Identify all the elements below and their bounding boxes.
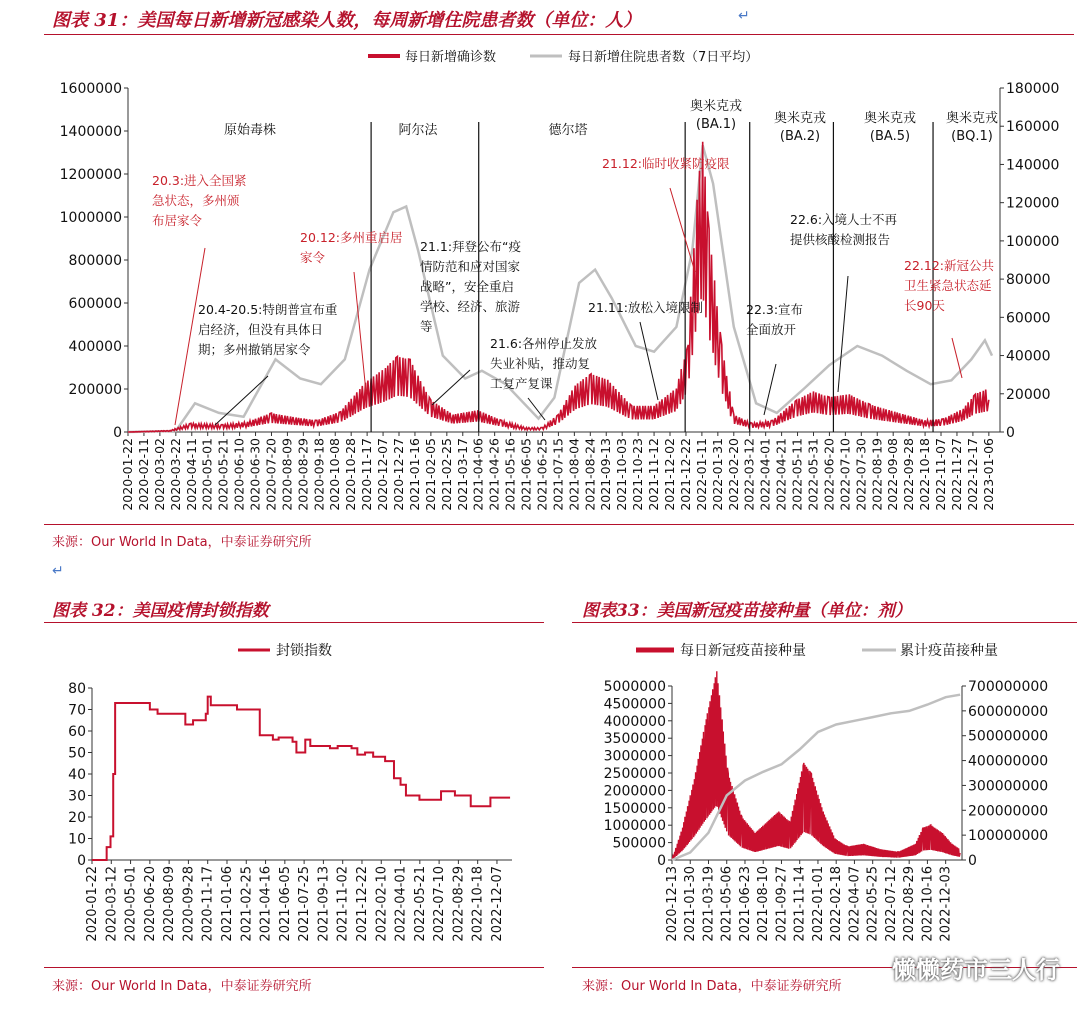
fig32-x-tick-label: 2022-07-10 bbox=[432, 866, 448, 942]
fig31-annotation-text: 21.12:临时收紧防疫限 bbox=[602, 156, 730, 171]
fig31-x-tick-label: 2021-04-06 bbox=[470, 438, 486, 511]
fig33-x-tick-label: 2021-05-06 bbox=[719, 866, 735, 942]
fig33-series-daily-vaccinations bbox=[672, 671, 960, 860]
fig31-y2-tick-label: 60000 bbox=[1006, 310, 1051, 327]
fig32-source: 来源：Our World In Data，中泰证券研究所 bbox=[52, 979, 312, 994]
fig33-x-tick-label: 2021-11-14 bbox=[792, 866, 808, 942]
fig32-legend-label: 封锁指数 bbox=[276, 643, 332, 659]
fig31-x-tick-label: 2020-05-21 bbox=[215, 438, 231, 511]
fig33-y2-tick-label: 100000000 bbox=[968, 828, 1049, 845]
fig31-annotation-text: 全面放开 bbox=[746, 322, 797, 337]
fig31-x-tick-label: 2022-05-11 bbox=[789, 438, 805, 511]
fig31-x-tick-label: 2020-10-08 bbox=[327, 438, 343, 511]
fig31-annotation-text: 21.11:放松入境限制 bbox=[588, 300, 703, 315]
fig31-annotation-text: 22.3:宣布 bbox=[746, 302, 804, 317]
fig32-x-tick-label: 2022-04-01 bbox=[393, 866, 409, 942]
fig33-y-tick-label: 2500000 bbox=[603, 766, 666, 782]
fig31-annotation-text: 21.6:各州停止发放 bbox=[490, 336, 598, 351]
fig33-x-tick-label: 2022-10-16 bbox=[920, 866, 936, 942]
fig31-annotation-text: 启经济，但没有具体日 bbox=[198, 322, 324, 337]
fig31-x-tick-label: 2021-08-04 bbox=[566, 438, 582, 511]
fig31-annotation-text: 22.6:入境人士不再 bbox=[790, 212, 898, 227]
fig32-x-tick-label: 2022-10-18 bbox=[470, 866, 486, 942]
fig31-y2-tick-label: 20000 bbox=[1006, 386, 1051, 403]
fig33-y2-tick-label: 400000000 bbox=[968, 753, 1049, 770]
fig31-annotation-text: 家令 bbox=[300, 250, 326, 265]
fig31-x-tick-label: 2022-08-19 bbox=[869, 438, 885, 511]
fig31-legend-label-daily: 每日新增确诊数 bbox=[405, 50, 497, 65]
fig31-x-tick-label: 2020-07-20 bbox=[263, 438, 279, 511]
fig31-legend-label-hosp: 每日新增住院患者数（7日平均） bbox=[568, 50, 759, 65]
fig32-x-tick-label: 2021-04-16 bbox=[258, 866, 274, 942]
fig31-x-tick-label: 2022-11-07 bbox=[933, 438, 949, 511]
paragraph-mark: ↵ bbox=[52, 563, 64, 579]
fig31-annotation-text: 卫生紧急状态延 bbox=[904, 278, 992, 293]
fig31-x-tick-label: 2021-02-25 bbox=[438, 437, 454, 511]
fig31-x-tick-label: 2020-04-11 bbox=[183, 438, 199, 511]
fig33-legend-label-daily: 每日新冠疫苗接种量 bbox=[680, 643, 806, 659]
fig33-legend-label-cum: 累计疫苗接种量 bbox=[900, 643, 998, 659]
fig33-x-tick-label: 2022-01-01 bbox=[810, 866, 826, 942]
fig32-y-tick-label: 80 bbox=[68, 681, 86, 697]
fig31-x-tick-label: 2022-03-12 bbox=[741, 438, 757, 511]
fig31-x-tick-label: 2021-10-03 bbox=[614, 438, 630, 511]
fig31-annotation-text: 21.1:拜登公布“疫 bbox=[420, 239, 522, 254]
fig33-x-tick-label: 2022-12-03 bbox=[938, 866, 954, 942]
fig33-y-tick-label: 5000000 bbox=[603, 679, 666, 695]
fig31-y-tick-label: 800000 bbox=[68, 253, 122, 269]
fig33-y-tick-label: 500000 bbox=[612, 835, 666, 852]
fig31-y-tick-label: 1000000 bbox=[59, 210, 122, 226]
fig31-phase-sublabel: (BA.2) bbox=[779, 129, 821, 144]
fig32-y-tick-label: 40 bbox=[68, 767, 86, 783]
fig33-x-tick-label: 2022-05-25 bbox=[865, 866, 881, 942]
fig33-y2-tick-label: 700000000 bbox=[968, 679, 1049, 695]
fig32-x-tick-label: 2020-05-01 bbox=[123, 866, 139, 942]
fig31-annotation-text: 20.4-20.5:特朗普宣布重 bbox=[198, 302, 338, 317]
fig32-x-tick-label: 2022-12-07 bbox=[489, 866, 505, 942]
fig31-annotation-text: 长90天 bbox=[904, 298, 945, 313]
fig31-x-tick-label: 2021-04-26 bbox=[486, 438, 502, 511]
fig33-y-tick-label: 3500000 bbox=[603, 731, 666, 748]
fig31-y2-tick-label: 140000 bbox=[1006, 157, 1060, 174]
watermark: 懒懒药市三人行 bbox=[892, 956, 1060, 984]
fig31-phase-label: 德尔塔 bbox=[548, 123, 588, 138]
fig31-phase-sublabel: (BA.5) bbox=[869, 129, 911, 144]
fig33-y-tick-label: 3000000 bbox=[603, 748, 666, 765]
fig31-x-tick-label: 2020-06-10 bbox=[231, 438, 247, 511]
fig33-x-tick-label: 2022-02-18 bbox=[829, 866, 845, 942]
fig32-x-tick-label: 2020-06-20 bbox=[142, 866, 158, 942]
fig31-annotation-text: 提供核酸检测报告 bbox=[790, 232, 891, 247]
fig31-y-tick-label: 200000 bbox=[68, 382, 122, 398]
fig33-x-tick-label: 2021-06-23 bbox=[737, 866, 753, 942]
fig32-x-tick-label: 2021-06-05 bbox=[277, 866, 293, 942]
fig31-annotation-text: 20.3:进入全国紧 bbox=[152, 173, 247, 188]
fig31-x-tick-label: 2020-03-22 bbox=[167, 438, 183, 511]
fig31-x-tick-label: 2022-05-31 bbox=[805, 438, 821, 511]
fig31-x-tick-label: 2022-12-17 bbox=[964, 437, 980, 511]
fig31-x-tick-label: 2020-12-27 bbox=[391, 438, 407, 511]
fig33-y-tick-label: 2000000 bbox=[603, 783, 666, 800]
fig31-phase-label: 原始毒株 bbox=[223, 123, 277, 138]
fig31-phase-label: 奥米克戎 bbox=[689, 99, 743, 114]
fig31-x-tick-label: 2020-12-07 bbox=[375, 438, 391, 511]
fig31-annotation-text: 布居家令 bbox=[152, 213, 203, 228]
fig33-x-tick-label: 2021-01-30 bbox=[683, 866, 699, 942]
fig31-x-tick-label: 2021-06-05 bbox=[518, 438, 534, 511]
fig32-x-tick-label: 2021-11-02 bbox=[335, 866, 351, 942]
fig31-annotation-text: 22.12:新冠公共 bbox=[904, 258, 994, 273]
fig31-x-tick-label: 2020-09-18 bbox=[311, 438, 327, 511]
fig33-y-tick-label: 1500000 bbox=[603, 800, 666, 817]
fig31-annotation-text: 工复产复课 bbox=[490, 376, 553, 391]
fig32-x-tick-label: 2020-09-28 bbox=[181, 866, 197, 942]
fig31-phase-sublabel: (BQ.1) bbox=[951, 129, 993, 144]
fig31-annotation-text: 学校、经济、旅游 bbox=[420, 299, 521, 314]
fig31-x-tick-label: 2020-08-29 bbox=[295, 438, 311, 511]
fig31-x-tick-label: 2020-02-11 bbox=[135, 438, 151, 511]
fig31-x-tick-label: 2021-09-13 bbox=[598, 438, 614, 511]
fig32-y-tick-label: 50 bbox=[68, 745, 86, 762]
fig33-x-tick-label: 2021-09-27 bbox=[774, 866, 790, 942]
fig31-x-tick-label: 2022-11-27 bbox=[948, 438, 964, 511]
fig31-x-tick-label: 2020-01-22 bbox=[120, 438, 135, 511]
fig33-x-tick-label: 2021-08-10 bbox=[756, 866, 772, 942]
fig32-y-tick-label: 30 bbox=[68, 788, 86, 805]
fig31-x-tick-label: 2021-07-15 bbox=[550, 438, 566, 511]
fig32-y-tick-label: 60 bbox=[68, 724, 86, 740]
fig31-x-tick-label: 2020-06-30 bbox=[247, 438, 263, 511]
fig31-y2-tick-label: 80000 bbox=[1006, 272, 1051, 289]
fig31-y2-tick-label: 160000 bbox=[1006, 119, 1060, 136]
fig31-x-tick-label: 2022-02-20 bbox=[725, 438, 741, 511]
fig33-y2-tick-label: 200000000 bbox=[968, 803, 1049, 820]
fig33-x-tick-label: 2020-12-13 bbox=[665, 866, 680, 942]
fig31-annotation-text: 失业补贴，推动复 bbox=[490, 356, 591, 371]
fig32-x-tick-label: 2021-12-22 bbox=[354, 866, 370, 942]
fig31-y2-tick-label: 180000 bbox=[1006, 81, 1060, 97]
fig31-y-tick-label: 600000 bbox=[68, 296, 122, 312]
fig32-y-tick-label: 20 bbox=[68, 810, 86, 826]
fig31-x-tick-label: 2022-01-31 bbox=[709, 438, 725, 511]
fig32-x-tick-label: 2021-07-25 bbox=[297, 866, 313, 942]
fig31-x-tick-label: 2022-09-08 bbox=[885, 438, 901, 511]
fig31-x-tick-label: 2022-04-21 bbox=[773, 438, 789, 511]
fig33-x-tick-label: 2021-03-19 bbox=[701, 866, 717, 942]
fig31-y2-tick-label: 100000 bbox=[1006, 233, 1060, 250]
fig31-x-tick-label: 2020-05-01 bbox=[199, 438, 215, 511]
fig33-x-tick-label: 2022-07-12 bbox=[883, 866, 899, 942]
fig33-y2-tick-label: 300000000 bbox=[968, 778, 1049, 795]
fig31-x-tick-label: 2021-08-24 bbox=[582, 438, 598, 511]
fig32-x-tick-label: 2020-03-12 bbox=[104, 866, 120, 942]
fig31-title: 图表 31：美国每日新增新冠感染人数，每周新增住院患者数（单位：人） bbox=[52, 10, 642, 31]
fig32-x-tick-label: 2021-02-25 bbox=[239, 866, 255, 942]
fig31-y-tick-label: 400000 bbox=[68, 339, 122, 355]
fig33-y2-tick-label: 500000000 bbox=[968, 728, 1049, 745]
fig31-y2-tick-label: 40000 bbox=[1006, 348, 1051, 365]
fig32-y-tick-label: 10 bbox=[68, 831, 86, 848]
fig31-x-tick-label: 2021-10-23 bbox=[630, 438, 646, 511]
fig31-x-tick-label: 2021-05-16 bbox=[502, 438, 518, 511]
fig31-x-tick-label: 2021-01-16 bbox=[406, 438, 422, 511]
fig31-x-tick-label: 2021-12-22 bbox=[677, 438, 693, 511]
fig31-x-tick-label: 2021-03-17 bbox=[454, 438, 470, 511]
fig31-phase-label: 阿尔法 bbox=[398, 123, 438, 138]
fig32-y-tick-label: 0 bbox=[77, 853, 86, 869]
fig32-x-tick-label: 2020-11-17 bbox=[200, 866, 216, 942]
fig31-phase-sublabel: (BA.1) bbox=[695, 117, 737, 132]
fig31-y2-tick-label: 0 bbox=[1006, 425, 1015, 441]
fig31-annotation-text: 急状态，多州颁 bbox=[152, 193, 240, 208]
fig32-x-tick-label: 2021-01-06 bbox=[219, 866, 235, 942]
fig32-x-tick-label: 2020-08-09 bbox=[162, 866, 178, 942]
fig31-x-tick-label: 2022-04-01 bbox=[757, 438, 773, 511]
fig31-y-tick-label: 1200000 bbox=[59, 167, 122, 183]
fig33-y2-tick-label: 600000000 bbox=[968, 703, 1049, 720]
fig31-x-tick-label: 2020-08-09 bbox=[279, 438, 295, 511]
fig31-x-tick-label: 2022-01-11 bbox=[693, 438, 709, 511]
fig33-y-tick-label: 4500000 bbox=[603, 696, 666, 713]
fig33-x-tick-label: 2022-04-07 bbox=[847, 866, 863, 942]
fig31-x-tick-label: 2023-01-06 bbox=[980, 438, 996, 511]
fig33-title: 图表33：美国新冠疫苗接种量（单位：剂） bbox=[582, 601, 912, 621]
fig31-phase-label: 奥米克戎 bbox=[945, 111, 999, 126]
fig31-phase-label: 奥米克戎 bbox=[863, 111, 917, 126]
fig31-x-tick-label: 2021-11-12 bbox=[646, 438, 662, 511]
fig32-x-tick-label: 2021-09-13 bbox=[316, 866, 332, 942]
fig31-x-tick-label: 2022-07-30 bbox=[853, 438, 869, 511]
fig32-x-tick-label: 2022-08-29 bbox=[451, 866, 467, 942]
fig33-y-tick-label: 1000000 bbox=[603, 818, 666, 835]
fig31-y2-tick-label: 120000 bbox=[1006, 195, 1060, 212]
fig31-phase-label: 奥米克戎 bbox=[773, 111, 827, 126]
fig31-annotation-text: 战略”，安全重启 bbox=[420, 279, 514, 294]
fig31-y-tick-label: 1400000 bbox=[59, 124, 122, 140]
fig31-x-tick-label: 2020-11-17 bbox=[359, 438, 375, 511]
fig32-x-tick-label: 2022-02-10 bbox=[374, 866, 390, 942]
fig31-x-tick-label: 2022-07-10 bbox=[837, 438, 853, 511]
paragraph-mark: ↵ bbox=[738, 8, 750, 24]
fig31-x-tick-label: 2021-02-05 bbox=[422, 438, 438, 511]
fig31-source: 来源：Our World In Data，中泰证券研究所 bbox=[52, 535, 312, 550]
fig33-y-tick-label: 4000000 bbox=[603, 713, 666, 730]
fig31-x-tick-label: 2020-03-02 bbox=[151, 438, 167, 511]
fig31-y-tick-label: 0 bbox=[113, 425, 122, 441]
fig31-y-tick-label: 1600000 bbox=[59, 81, 122, 97]
fig33-y-tick-label: 0 bbox=[657, 853, 666, 869]
fig31-annotation-text: 20.12:多州重启居 bbox=[300, 230, 403, 245]
fig31-x-tick-label: 2020-10-28 bbox=[343, 438, 359, 511]
fig31-annotation-text: 等 bbox=[420, 319, 433, 334]
fig33-y2-tick-label: 0 bbox=[968, 853, 977, 869]
fig31-x-tick-label: 2022-09-28 bbox=[901, 438, 917, 511]
fig33-source: 来源：Our World In Data，中泰证券研究所 bbox=[582, 979, 842, 994]
fig31-x-tick-label: 2021-12-02 bbox=[662, 438, 678, 511]
fig31-annotation-text: 情防范和应对国家 bbox=[420, 259, 521, 274]
fig33-x-tick-label: 2022-08-29 bbox=[902, 866, 918, 942]
fig31-annotation-text: 期；多州撤销居家令 bbox=[198, 342, 311, 357]
fig32-title: 图表 32：美国疫情封锁指数 bbox=[52, 601, 269, 621]
fig31-x-tick-label: 2022-06-20 bbox=[821, 438, 837, 511]
fig32-x-tick-label: 2020-01-22 bbox=[85, 866, 100, 942]
fig32-x-tick-label: 2022-05-21 bbox=[412, 866, 428, 942]
fig31-x-tick-label: 2022-10-18 bbox=[917, 438, 933, 511]
fig32-y-tick-label: 70 bbox=[68, 702, 86, 719]
fig31-x-tick-label: 2021-06-25 bbox=[534, 438, 550, 511]
